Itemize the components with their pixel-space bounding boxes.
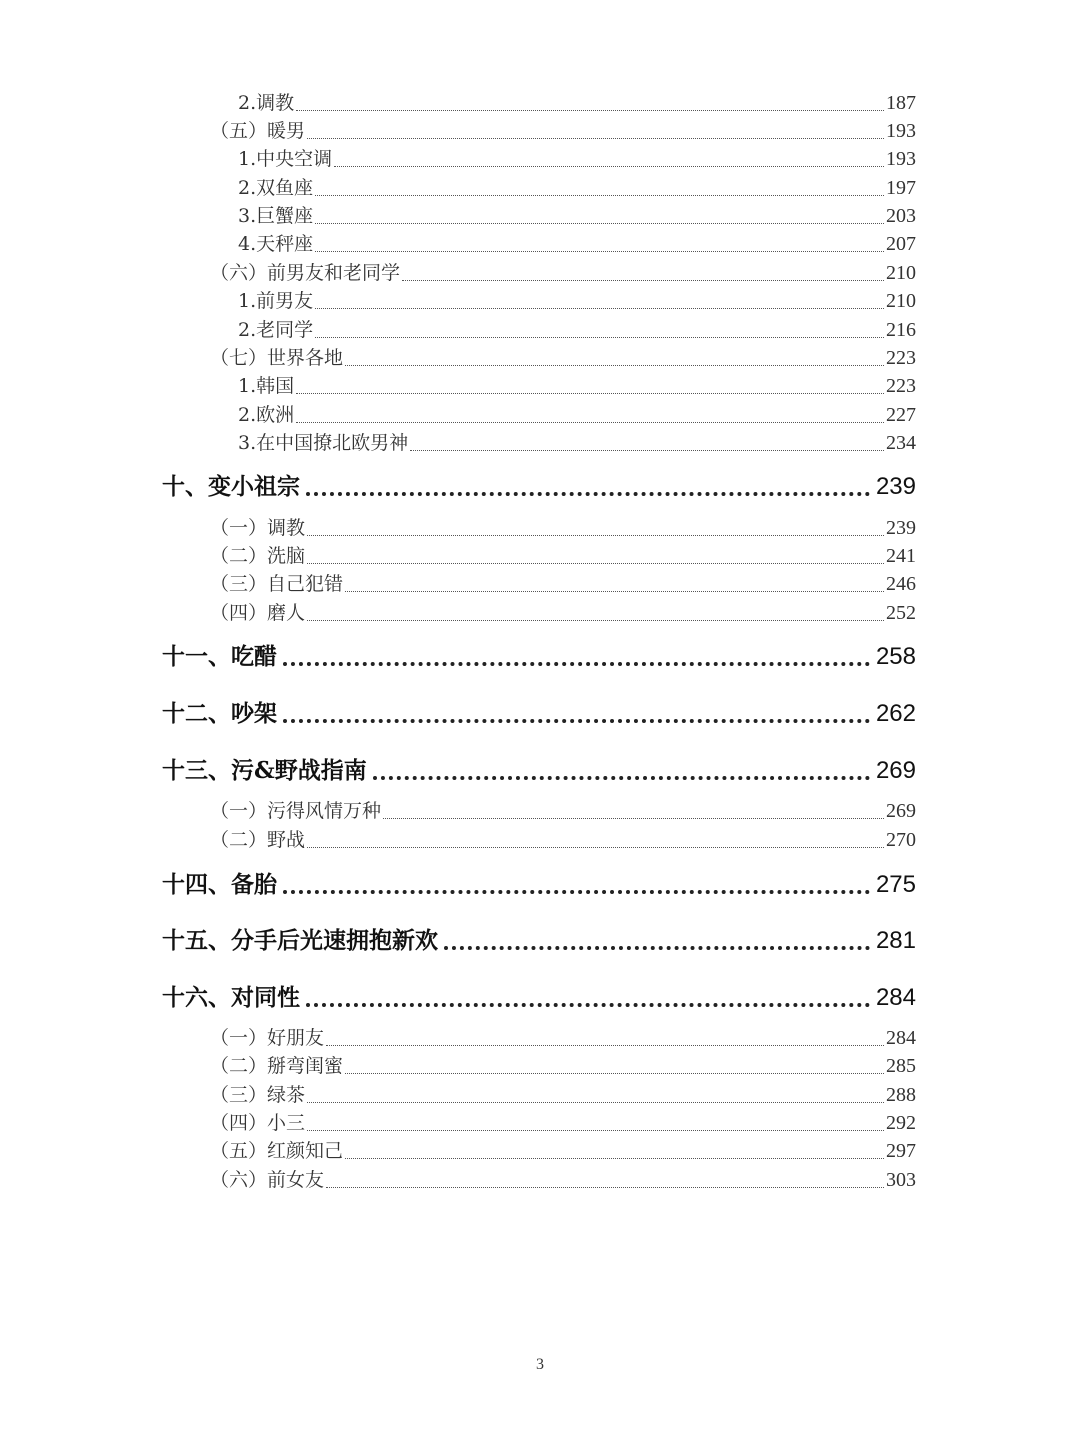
toc-chapter-label: 十二、吵架 — [162, 700, 277, 727]
dot-leader — [444, 945, 870, 950]
toc-page-number: 239 — [886, 517, 916, 539]
toc-page-number: 292 — [886, 1112, 916, 1134]
toc-entry-label: （五）暖男 — [210, 120, 306, 142]
toc-page-number: 210 — [886, 262, 916, 284]
toc-entry[interactable] — [210, 1080, 916, 1107]
toc-chapter-label: 十五、分手后光速拥抱新欢 — [162, 927, 438, 954]
dot-leader — [383, 817, 884, 819]
dot-leader — [402, 279, 884, 281]
toc-page-number: 193 — [886, 148, 916, 170]
dot-leader — [334, 165, 884, 167]
dot-leader — [307, 562, 884, 564]
toc-page-number: 303 — [886, 1169, 916, 1191]
toc-entry-label: （二）洗脑 — [210, 545, 306, 567]
toc-page-number: 223 — [886, 347, 916, 369]
dot-leader — [345, 590, 884, 592]
toc-entry[interactable] — [210, 1108, 916, 1135]
dot-leader — [306, 491, 870, 496]
toc-page-number: 275 — [875, 871, 916, 898]
toc-entry-label: （七）世界各地 — [210, 347, 344, 369]
toc-entry[interactable] — [210, 343, 916, 370]
dot-leader — [373, 775, 870, 780]
toc-page-number: 262 — [875, 700, 916, 727]
toc-entry-label: （一）调教 — [210, 517, 306, 539]
dot-leader — [315, 222, 884, 224]
toc-entry[interactable] — [210, 1023, 916, 1050]
toc-page-number: 187 — [886, 92, 916, 114]
dot-leader — [345, 1072, 884, 1074]
toc-page-number: 258 — [875, 643, 916, 670]
toc-page-number: 269 — [886, 800, 916, 822]
toc-entry[interactable] — [238, 201, 916, 228]
dot-leader — [315, 307, 884, 309]
toc-entry-label: 1.中央空调 — [238, 148, 333, 170]
toc-page-number: 210 — [886, 290, 916, 312]
toc-entry-label: 2.欧洲 — [238, 404, 295, 426]
toc-page-number: 284 — [886, 1027, 916, 1049]
dot-leader — [345, 364, 884, 366]
toc-entry-label: （四）磨人 — [210, 602, 306, 624]
toc-entry[interactable] — [238, 371, 916, 398]
dot-leader — [283, 889, 870, 894]
toc-entry-label: （三）绿茶 — [210, 1084, 306, 1106]
toc-entry[interactable] — [210, 258, 916, 285]
toc-entry-label: （六）前女友 — [210, 1169, 325, 1191]
toc-entry[interactable] — [210, 1165, 916, 1192]
toc-entry-label: （一）好朋友 — [210, 1027, 325, 1049]
toc-page-number: 285 — [886, 1055, 916, 1077]
toc-entry[interactable] — [238, 173, 916, 200]
toc-entry[interactable] — [238, 428, 916, 455]
toc-page-number: 284 — [875, 984, 916, 1011]
toc-entry-label: 3.巨蟹座 — [238, 205, 314, 227]
toc-page-number: 239 — [875, 473, 916, 500]
toc-entry-label: 4.天秤座 — [238, 233, 314, 255]
dot-leader — [296, 421, 884, 423]
toc-entry[interactable] — [210, 796, 916, 823]
toc-chapter-entry[interactable] — [162, 979, 916, 1012]
toc-page-number: 241 — [886, 545, 916, 567]
toc-entry-label: 1.前男友 — [238, 290, 314, 312]
toc-entry-label: 2.老同学 — [238, 319, 314, 341]
toc-page-number: 252 — [886, 602, 916, 624]
dot-leader — [315, 336, 884, 338]
toc-chapter-entry[interactable] — [162, 468, 916, 501]
toc-entry-label: 1.韩国 — [238, 375, 295, 397]
toc-chapter-label: 十三、污&野战指南 — [162, 757, 367, 784]
toc-page-number: 270 — [886, 829, 916, 851]
toc-chapter-entry[interactable] — [162, 638, 916, 671]
toc-chapter-label: 十四、备胎 — [162, 871, 277, 898]
page-number: 3 — [536, 1356, 544, 1373]
toc-page-number: 297 — [886, 1140, 916, 1162]
toc-entry[interactable] — [210, 825, 916, 852]
dot-leader — [283, 661, 870, 666]
toc-entry[interactable] — [238, 229, 916, 256]
toc-page-number: 288 — [886, 1084, 916, 1106]
dot-leader — [326, 1186, 884, 1188]
dot-leader — [326, 1044, 884, 1046]
toc-page-number: 227 — [886, 404, 916, 426]
toc-entry[interactable] — [210, 116, 916, 143]
dot-leader — [345, 1157, 884, 1159]
toc-chapter-entry[interactable] — [162, 695, 916, 728]
toc-page-number: 193 — [886, 120, 916, 142]
toc-entry-label: （四）小三 — [210, 1112, 306, 1134]
toc-entry-label: （三）自己犯错 — [210, 573, 344, 595]
toc-page-number: 207 — [886, 233, 916, 255]
toc-chapter-entry[interactable] — [162, 752, 916, 785]
toc-entry-label: （二）掰弯闺蜜 — [210, 1055, 344, 1077]
dot-leader — [410, 449, 884, 451]
dot-leader — [307, 534, 884, 536]
toc-page-number: 281 — [875, 927, 916, 954]
dot-leader — [307, 1129, 884, 1131]
toc-entry[interactable] — [210, 598, 916, 625]
toc-chapter-label: 十六、对同性 — [162, 984, 300, 1011]
dot-leader — [296, 109, 884, 111]
toc-chapter-entry[interactable] — [162, 922, 916, 955]
dot-leader — [283, 718, 870, 723]
toc-page-number: 246 — [886, 573, 916, 595]
toc-entry[interactable] — [210, 541, 916, 568]
toc-page-number: 223 — [886, 375, 916, 397]
dot-leader — [307, 1101, 884, 1103]
toc-entry-label: 2.调教 — [238, 92, 295, 114]
toc-entry[interactable] — [210, 513, 916, 540]
toc-entry-label: 3.在中国撩北欧男神 — [238, 432, 409, 454]
toc-entry[interactable] — [210, 1051, 916, 1078]
toc-page-number: 216 — [886, 319, 916, 341]
toc-entry-label: （六）前男友和老同学 — [210, 262, 401, 284]
dot-leader — [307, 619, 884, 621]
toc-entry-label: 2.双鱼座 — [238, 177, 314, 199]
dot-leader — [315, 194, 884, 196]
toc-entry[interactable] — [238, 286, 916, 313]
toc-entry[interactable] — [238, 315, 916, 342]
toc-chapter-label: 十、变小祖宗 — [162, 473, 300, 500]
toc-entry-label: （二）野战 — [210, 829, 306, 851]
toc-entry[interactable] — [210, 1136, 916, 1163]
dot-leader — [296, 392, 884, 394]
toc-page-number: 269 — [875, 757, 916, 784]
toc-chapter-entry[interactable] — [162, 866, 916, 899]
toc-entry-label: （一）污得风情万种 — [210, 800, 382, 822]
dot-leader — [307, 846, 884, 848]
toc-entry-label: （五）红颜知己 — [210, 1140, 344, 1162]
dot-leader — [307, 137, 884, 139]
toc-chapter-label: 十一、吃醋 — [162, 643, 277, 670]
toc-page-number: 197 — [886, 177, 916, 199]
dot-leader — [315, 250, 884, 252]
toc-entry[interactable] — [238, 400, 916, 427]
toc-page-number: 234 — [886, 432, 916, 454]
dot-leader — [306, 1002, 870, 1007]
toc-entry[interactable] — [238, 88, 916, 115]
toc-entry[interactable] — [238, 144, 916, 171]
toc-page-number: 203 — [886, 205, 916, 227]
toc-entry[interactable] — [210, 569, 916, 596]
